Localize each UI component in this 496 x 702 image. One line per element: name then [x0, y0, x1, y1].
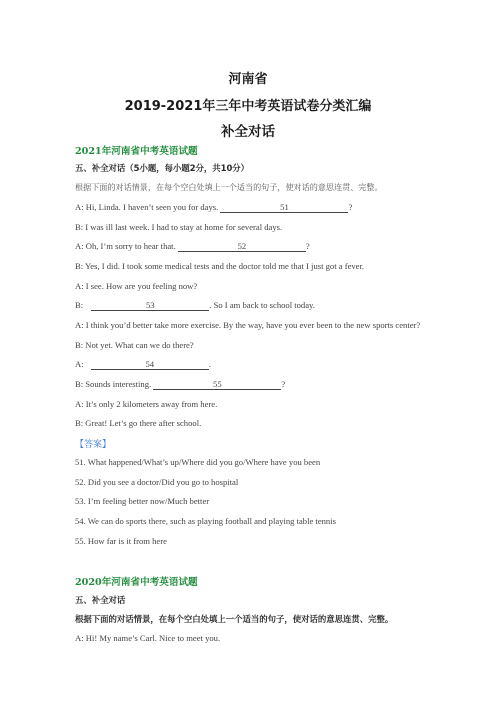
answer-blank-52[interactable]: 52	[178, 241, 306, 252]
answer-item: 54. We can do sports there, such as playing football and playing table tennis	[75, 516, 336, 526]
dialogue-text: A: Hi, Linda. I haven’t seen you for days.	[75, 202, 221, 212]
dialogue-text: A: It’s only 2 kilometers away from here.	[75, 399, 218, 409]
dialogue-line	[75, 241, 310, 252]
dialogue-punct: . So I am back to school today.	[209, 300, 315, 310]
dialogue-text: B: I was ill last week. I had to stay at home for several days.	[75, 222, 283, 232]
part-title-2021: 五、补全对话（5小题，每小题2分，共10分）	[75, 163, 250, 173]
dialogue-line	[75, 379, 285, 390]
dialogue-line	[75, 281, 197, 291]
answer-item: 55. How far is it from here	[75, 536, 167, 546]
answer-blank-54[interactable]: 54	[91, 359, 209, 370]
dialogue-line: A: Hi! My name’s Carl. Nice to meet you.	[75, 633, 221, 643]
dialogue-text: B: Not yet. What can we do there?	[75, 340, 194, 350]
part-title-2020: 五、补全对话	[75, 595, 126, 605]
answer-item: 52. Did you see a doctor/Did you go to hospital	[75, 477, 239, 487]
instruction-2021: 根据下面的对话情景，在每个空白处填上一个适当的句子，使对话的意思连贯、完整。	[75, 182, 383, 192]
dialogue-punct: ?	[348, 202, 353, 212]
dialogue-line	[75, 340, 194, 350]
title-topic: 补全对话	[221, 124, 275, 140]
answer-blank-51[interactable]: 51	[220, 202, 348, 213]
answer-item: 51. What happened/What’s up/Where did you go/Where have you been	[75, 457, 321, 467]
dialogue-line	[75, 418, 201, 428]
dialogue-punct: ?	[281, 379, 286, 389]
dialogue-punct: ?	[305, 241, 310, 251]
title-collection: 2019-2021年三年中考英语试卷分类汇编	[124, 99, 372, 114]
dialogue-text: A: Oh, I’m sorry to hear that.	[75, 241, 178, 251]
dialogue-text: B:	[75, 300, 86, 310]
section-heading-2021: 2021年河南省中考英语试题	[75, 146, 198, 157]
title-province: 河南省	[228, 72, 268, 87]
answer-blank-53[interactable]: 53	[91, 300, 209, 311]
dialogue-line	[75, 399, 217, 409]
section-heading-2020: 2020年河南省中考英语试题	[75, 577, 198, 588]
answer-blank-55[interactable]: 55	[153, 379, 281, 390]
dialogue-line	[75, 202, 352, 213]
dialogue-punct: .	[208, 359, 211, 369]
dialogue-line	[75, 320, 420, 330]
dialogue-line	[75, 359, 211, 370]
dialogue-line	[75, 300, 315, 311]
dialogue-text: B: Sounds interesting.	[75, 379, 154, 389]
dialogue-text: B: Great! Let’s go there after school.	[75, 418, 202, 428]
dialogue-text: B: Yes, I did. I took some medical tests and the doctor told me that I just got a fever.	[75, 261, 365, 271]
answer-label: 【答案】	[75, 440, 112, 450]
dialogue-line	[75, 261, 364, 271]
dialogue-line	[75, 222, 282, 232]
answer-item: 53. I’m feeling better now/Much better	[75, 496, 210, 506]
dialogue-text: A: I think you’d better take more exercise. By the way, have you ever been to the new sports center?	[75, 320, 421, 330]
dialogue-text: A:	[75, 359, 86, 369]
instruction-2020: 根据下面的对话情景，在每个空白处填上一个适当的句子，使对话的意思连贯、完整。	[75, 614, 394, 624]
dialogue-text: A: I see. How are you feeling now?	[75, 281, 198, 291]
